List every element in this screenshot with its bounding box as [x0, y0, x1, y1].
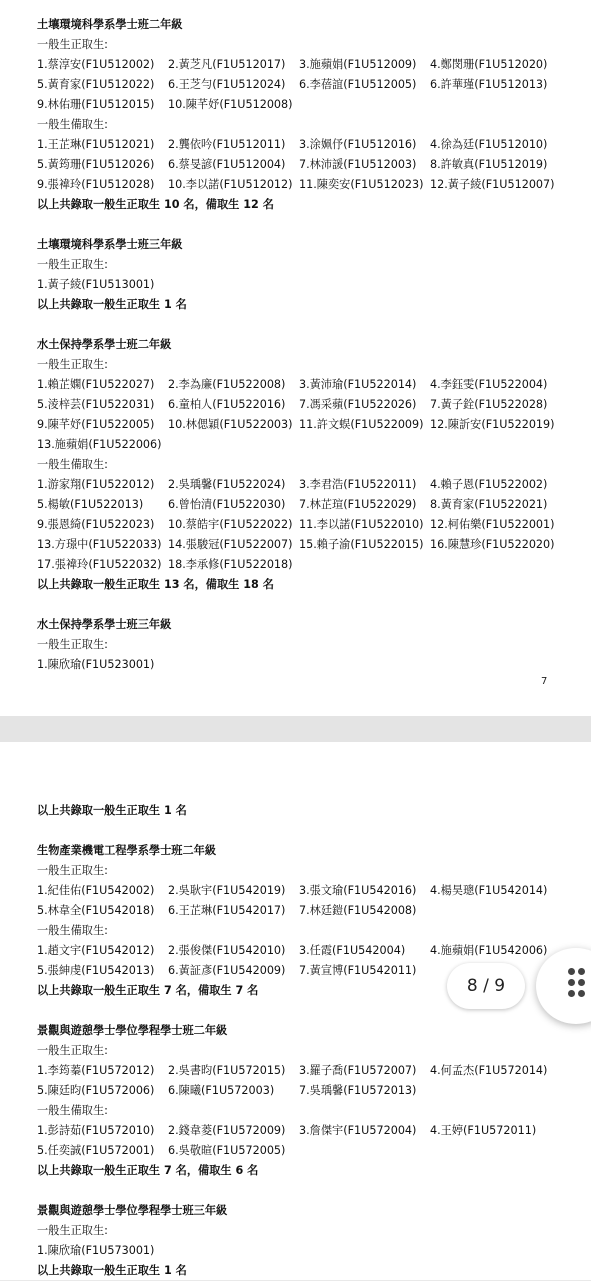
student-entry: 2.吳書昀(F1U572015) [168, 1064, 286, 1077]
student-entry: 6.童柏人(F1U522016) [168, 398, 286, 411]
total-line: 以上共錄取一般生正取生 13 名，備取生 18 名 [37, 578, 274, 591]
student-entry: 6.蔡旻諺(F1U512004) [168, 158, 286, 171]
student-entry: 2.張俊傑(F1U542010) [168, 944, 286, 957]
student-row [37, 375, 591, 395]
student-entry: 3.張文瑜(F1U542016) [299, 884, 417, 897]
student-entry: 3.羅子喬(F1U572007) [299, 1064, 417, 1077]
total-line: 以上共錄取一般生正取生 7 名，備取生 7 名 [37, 984, 259, 997]
student-entry: 11.李以諾(F1U522010) [299, 518, 424, 531]
student-entry: 7.馮采蘋(F1U522026) [299, 398, 417, 411]
student-entry: 6.王芝勻(F1U512024) [168, 78, 286, 91]
page-gap [0, 716, 591, 742]
student-entry: 11.許文蜈(F1U522009) [299, 418, 424, 431]
student-entry: 2.龔依吟(F1U512011) [168, 138, 286, 151]
student-row [37, 275, 591, 295]
student-entry: 12.黃子綾(F1U512007) [430, 178, 555, 191]
student-row [37, 515, 591, 535]
total-line: 以上共錄取一般生正取生 1 名 [37, 1264, 187, 1277]
student-entry: 6.陳曦(F1U572003) [168, 1084, 275, 1097]
group-label: 一般生正取生: [37, 258, 108, 271]
student-entry: 9.張褘玲(F1U512028) [37, 178, 155, 191]
student-row [37, 135, 591, 155]
student-row [37, 1121, 591, 1141]
student-entry: 8.許敏真(F1U512019) [430, 158, 548, 171]
student-entry: 5.黃育家(F1U512022) [37, 78, 155, 91]
student-entry: 6.王芷琳(F1U542017) [168, 904, 286, 917]
student-entry: 17.張褘玲(F1U522032) [37, 558, 162, 571]
student-entry: 7.黃子銓(F1U522028) [430, 398, 548, 411]
student-entry: 18.李承修(F1U522018) [168, 558, 293, 571]
student-row [37, 175, 591, 195]
student-entry: 6.李蓓誼(F1U512005) [299, 78, 417, 91]
student-entry: 7.黃宣博(F1U542011) [299, 964, 417, 977]
student-entry: 7.吳瑀馨(F1U572013) [299, 1084, 417, 1097]
student-entry: 1.陳欣瑜(F1U573001) [37, 1244, 155, 1257]
group-label: 一般生備取生: [37, 458, 108, 471]
student-entry: 16.陳慧珍(F1U522020) [430, 538, 555, 551]
student-entry: 6.曾怡清(F1U522030) [168, 498, 286, 511]
student-row [37, 415, 591, 435]
student-entry: 4.王婷(F1U572011) [430, 1124, 537, 1137]
group-label: 一般生正取生: [37, 1044, 108, 1057]
section-title: 生物產業機電工程學系學士班二年級 [37, 844, 217, 857]
student-row [37, 1061, 591, 1081]
student-row [37, 535, 591, 555]
student-entry: 1.趙文宇(F1U542012) [37, 944, 155, 957]
student-entry: 12.柯佑樂(F1U522001) [430, 518, 555, 531]
student-entry: 3.任霞(F1U542004) [299, 944, 406, 957]
student-entry: 4.徐為廷(F1U512010) [430, 138, 548, 151]
student-row [37, 881, 591, 901]
student-entry: 7.林芷瑄(F1U522029) [299, 498, 417, 511]
student-entry: 4.楊昊璁(F1U542014) [430, 884, 548, 897]
student-entry: 3.施蘋娟(F1U512009) [299, 58, 417, 71]
student-entry: 1.蔡淳安(F1U512002) [37, 58, 155, 71]
student-row [37, 395, 591, 415]
group-label: 一般生正取生: [37, 864, 108, 877]
student-row [37, 941, 591, 961]
student-entry: 5.黃筠珊(F1U512026) [37, 158, 155, 171]
group-label: 一般生備取生: [37, 118, 108, 131]
student-entry: 2.錢韋菱(F1U572009) [168, 1124, 286, 1137]
page-indicator[interactable]: 8 / 9 [447, 963, 525, 1009]
student-entry: 6.吳敬暄(F1U572005) [168, 1144, 286, 1157]
student-entry: 1.黃子綾(F1U513001) [37, 278, 155, 291]
student-entry: 5.任奕誠(F1U572001) [37, 1144, 155, 1157]
student-entry: 10.陳芊妤(F1U512008) [168, 98, 293, 111]
student-entry: 4.鄭閔珊(F1U512020) [430, 58, 548, 71]
total-line: 以上共錄取一般生正取生 7 名，備取生 6 名 [37, 1164, 259, 1177]
page-number: 7 [541, 676, 548, 687]
student-entry: 8.黃育家(F1U522021) [430, 498, 548, 511]
student-entry: 1.李筠蓁(F1U572012) [37, 1064, 155, 1077]
student-entry: 4.何孟杰(F1U572014) [430, 1064, 548, 1077]
student-row [37, 435, 591, 455]
student-entry: 13.方璟中(F1U522033) [37, 538, 162, 551]
student-entry: 10.李以諾(F1U512012) [168, 178, 293, 191]
student-entry: 1.彭詩茹(F1U572010) [37, 1124, 155, 1137]
student-entry: 5.陳廷昀(F1U572006) [37, 1084, 155, 1097]
student-entry: 4.李鈺雯(F1U522004) [430, 378, 548, 391]
section-title: 水土保持學系學士班三年級 [37, 618, 172, 631]
section-title: 土壤環境科學系學士班三年級 [37, 238, 183, 251]
student-entry: 10.蔡皓宇(F1U522022) [168, 518, 293, 531]
page-8-content [37, 801, 591, 1281]
lead-total-line: 以上共錄取一般生正取生 1 名 [37, 804, 187, 817]
document-page-8 [0, 742, 591, 1280]
group-label: 一般生備取生: [37, 1104, 108, 1117]
student-entry: 5.楊敏(F1U522013) [37, 498, 144, 511]
student-entry: 15.賴子渝(F1U522015) [299, 538, 424, 551]
student-row [37, 901, 591, 921]
student-entry: 12.陳訢安(F1U522019) [430, 418, 555, 431]
student-row [37, 555, 591, 575]
student-entry: 6.許華瑾(F1U512013) [430, 78, 548, 91]
student-entry: 4.施蘋娟(F1U542006) [430, 944, 548, 957]
student-entry: 7.林廷鎧(F1U542008) [299, 904, 417, 917]
student-entry: 2.李為廉(F1U522008) [168, 378, 286, 391]
student-row [37, 1081, 591, 1101]
group-label: 一般生正取生: [37, 38, 108, 51]
student-entry: 9.林佑珊(F1U512015) [37, 98, 155, 111]
student-row [37, 1241, 591, 1261]
student-entry: 4.賴子恩(F1U522002) [430, 478, 548, 491]
student-entry: 3.黃沛瑜(F1U522014) [299, 378, 417, 391]
student-entry: 2.黃芝凡(F1U512017) [168, 58, 286, 71]
student-row [37, 95, 591, 115]
section-title: 土壤環境科學系學士班二年級 [37, 18, 183, 31]
section-title: 水土保持學系學士班二年級 [37, 338, 172, 351]
student-entry: 1.游家翔(F1U522012) [37, 478, 155, 491]
student-entry: 9.張恩綺(F1U522023) [37, 518, 155, 531]
section-title: 景觀與遊憩學士學位學程學士班三年級 [37, 1204, 228, 1217]
student-row [37, 1141, 591, 1161]
student-row [37, 55, 591, 75]
student-entry: 2.吳瑀馨(F1U522024) [168, 478, 286, 491]
group-label: 一般生正取生: [37, 1224, 108, 1237]
student-row [37, 495, 591, 515]
student-entry: 11.陳奕安(F1U512023) [299, 178, 424, 191]
student-entry: 1.紀佳佑(F1U542002) [37, 884, 155, 897]
student-entry: 7.林沛諼(F1U512003) [299, 158, 417, 171]
total-line: 以上共錄取一般生正取生 1 名 [37, 298, 187, 311]
student-entry: 5.林韋全(F1U542018) [37, 904, 155, 917]
student-entry: 3.李君浩(F1U522011) [299, 478, 417, 491]
group-label: 一般生正取生: [37, 358, 108, 371]
student-row [37, 75, 591, 95]
group-label: 一般生正取生: [37, 638, 108, 651]
student-entry: 3.涂姵伃(F1U512016) [299, 138, 417, 151]
student-entry: 10.林偲穎(F1U522003) [168, 418, 293, 431]
student-entry: 1.賴芷嫻(F1U522027) [37, 378, 155, 391]
student-entry: 3.詹傑宇(F1U572004) [299, 1124, 417, 1137]
section-title: 景觀與遊憩學士學位學程學士班二年級 [37, 1024, 228, 1037]
student-entry: 6.黃証彥(F1U542009) [168, 964, 286, 977]
student-row [37, 475, 591, 495]
student-entry: 5.淩梓芸(F1U522031) [37, 398, 155, 411]
student-entry: 1.王芷琳(F1U512021) [37, 138, 155, 151]
student-entry: 1.陳欣瑜(F1U523001) [37, 658, 155, 671]
student-entry: 9.陳芊妤(F1U522005) [37, 418, 155, 431]
total-line: 以上共錄取一般生正取生 10 名，備取生 12 名 [37, 198, 274, 211]
student-entry: 2.吳耿宇(F1U542019) [168, 884, 286, 897]
student-entry: 13.施蘋娟(F1U522006) [37, 438, 162, 451]
student-row [37, 655, 591, 675]
page-7-content [37, 15, 591, 675]
student-row [37, 155, 591, 175]
group-label: 一般生備取生: [37, 924, 108, 937]
student-entry: 5.張紳虔(F1U542013) [37, 964, 155, 977]
student-entry: 14.張駿冠(F1U522007) [168, 538, 293, 551]
